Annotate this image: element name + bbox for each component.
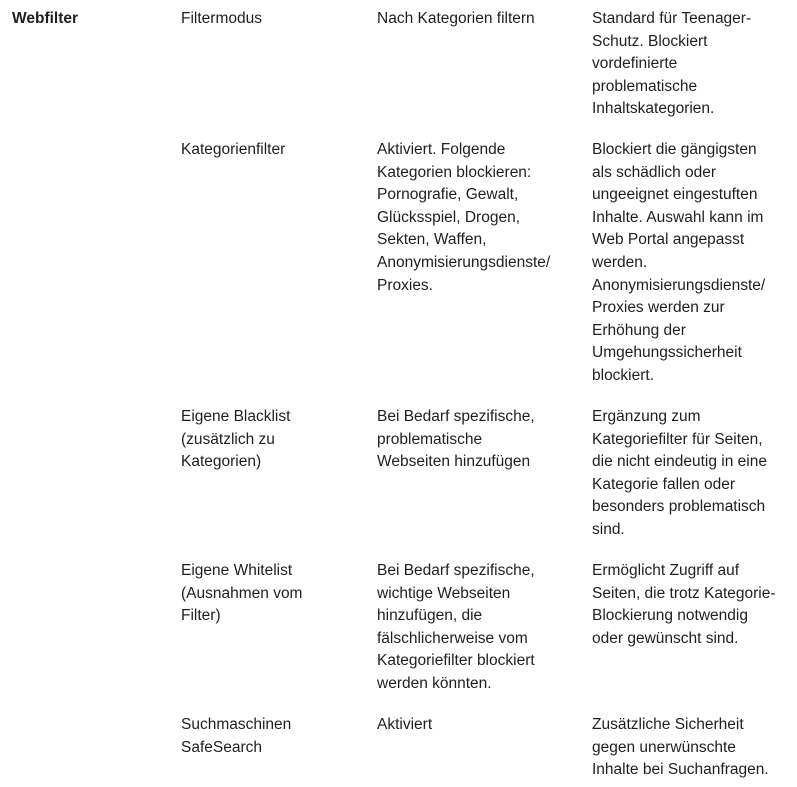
note-cell: Ergänzung zum Kategoriefilter für Seiten, die nicht eindeutig in eine Kategorie fallen oder besonders problematisch sind. [592,408,767,538]
note-cell: Blockiert die gängigsten als schädlich oder ungeeignet eingestuften Inhalte. Auswahl kann im Web Portal angepasst werden. Anonymisierungsdienste/ Proxies werden zur Erhöhung der Umgehungssicherheit blockiert. [592,141,766,384]
setting-cell: Kategorienfilter [181,141,286,158]
setting-cell: Suchmaschinen SafeSearch [181,716,292,756]
value-cell: Aktiviert [377,716,433,733]
value-cell: Aktiviert. Folgende Kategorien blockieren: Pornografie, Gewalt, Glücksspiel, Drogen, Sekten, Waffen, Anonymisierungsdienste/ Proxies. [377,141,551,294]
note-cell: Zusätzliche Sicherheit gegen unerwünschte Inhalte bei Suchanfragen. [592,716,769,779]
setting-cell: Eigene Blacklist (zusätzlich zu Kategorien) [181,408,291,471]
section-label: Webfilter [12,10,79,27]
value-cell: Nach Kategorien filtern [377,10,535,27]
setting-cell: Filtermodus [181,10,262,27]
value-cell: Bei Bedarf spezifische, wichtige Webseiten hinzufügen, die fälschlicherweise vom Kategoriefilter blockiert werden könnten. [377,562,535,692]
note-cell: Standard für Teenager- Schutz. Blockiert vordefinierte problematische Inhaltskategorien. [592,10,752,118]
setting-cell: Eigene Whitelist (Ausnahmen vom Filter) [181,562,303,625]
value-cell: Bei Bedarf spezifische, problematische Webseiten hinzufügen [377,408,535,471]
note-cell: Ermöglicht Zugriff auf Seiten, die trotz Kategorie- Blockierung notwendig oder gewünscht sind. [592,562,776,647]
